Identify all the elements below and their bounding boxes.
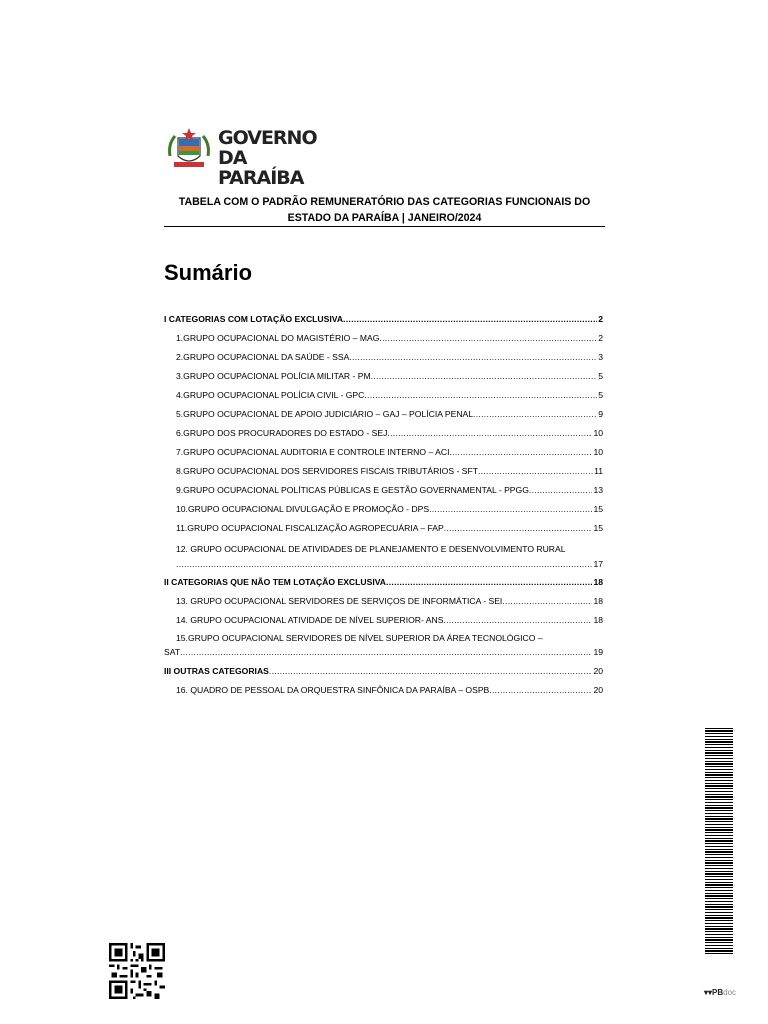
- toc-leader-dots: [371, 369, 598, 383]
- toc-entry-label: 1.GRUPO OCUPACIONAL DO MAGISTÉRIO – MAG: [176, 333, 380, 343]
- toc-leader-dots: [444, 521, 593, 535]
- toc-leader-dots: [473, 407, 597, 421]
- toc-leader-dots: [364, 388, 597, 402]
- toc-entry-label: 8.GRUPO OCUPACIONAL DOS SERVIDORES FISCAIS TRIBUTÁRIOS - SFT: [176, 466, 478, 476]
- logo-line-1: GOVERNO: [218, 127, 317, 149]
- toc-section[interactable]: [164, 312, 603, 326]
- toc-leader-dots: [386, 575, 592, 589]
- toc-entry-page: 3: [598, 352, 603, 362]
- toc-entry-page: 9: [598, 409, 603, 419]
- document-title: [164, 194, 605, 226]
- document-title-line-1: TABELA COM O PADRÃO REMUNERATÓRIO DAS CATEGORIAS FUNCIONAIS DO: [178, 196, 591, 208]
- toc-entry[interactable]: [176, 542, 603, 556]
- toc-entry-page: 10: [593, 428, 603, 438]
- toc-entry-label: 12. GRUPO OCUPACIONAL DE ATIVIDADES DE PLANEJAMENTO E DESENVOLVIMENTO RURAL: [176, 544, 566, 554]
- toc-entry[interactable]: [176, 445, 603, 459]
- toc-entry-label: 15.GRUPO OCUPACIONAL SERVIDORES DE NÍVEL SUPERIOR DA ÁREA TECNOLÓGICO –: [176, 633, 543, 643]
- toc-entry-label: 16. QUADRO DE PESSOAL DA ORQUESTRA SINFÔNICA DA PARAÍBA – OSPB: [176, 685, 490, 695]
- toc-entry-label: 14. GRUPO OCUPACIONAL ATIVIDADE DE NÍVEL SUPERIOR- ANS: [176, 615, 444, 625]
- qr-code-icon: [109, 943, 165, 999]
- toc-leader-dots: [443, 613, 592, 627]
- toc-leader-dots: [343, 312, 597, 326]
- toc-entry[interactable]: [176, 502, 603, 516]
- toc-leader-dots: [180, 645, 592, 659]
- toc-leader-dots: [349, 350, 597, 364]
- title-divider: [164, 226, 605, 227]
- toc-entry-page: 20: [593, 685, 603, 695]
- pbdoc-brand-suffix: doc: [723, 988, 737, 997]
- toc-section[interactable]: [164, 575, 603, 589]
- toc-entry-page: 2: [598, 333, 603, 343]
- toc-leader-dots: [387, 426, 592, 440]
- toc-entry-page: 18: [593, 615, 603, 625]
- toc-leader-dots: [502, 594, 592, 608]
- logo-line-2: DA PARAÍBA: [218, 147, 304, 189]
- toc-entry-page: 19: [593, 647, 603, 657]
- toc-leader-dots: [429, 502, 592, 516]
- document-title-line-2: ESTADO DA PARAÍBA | JANEIRO/2024: [287, 212, 482, 224]
- toc-entry-label: 3.GRUPO OCUPACIONAL POLÍCIA MILITAR - PM: [176, 371, 371, 381]
- state-coat-of-arms-icon: [166, 126, 212, 172]
- toc-entry[interactable]: [176, 350, 603, 364]
- toc-entry-label: 7.GRUPO OCUPACIONAL AUDITORIA E CONTROLE INTERNO – ACI: [176, 447, 450, 457]
- pbdoc-brand-name: PB: [712, 988, 724, 997]
- toc-leader-dots: [529, 483, 593, 497]
- toc-heading: Sumário: [164, 260, 253, 285]
- toc-entry-page: 13: [593, 485, 603, 495]
- toc-entry-page: 5: [598, 371, 603, 381]
- toc-entry-label: 13. GRUPO OCUPACIONAL SERVIDORES DE SERVIÇOS DE INFORMÁTICA - SEI: [176, 596, 503, 606]
- toc-entry-page: 11: [594, 466, 603, 476]
- document-barcode: [705, 728, 733, 954]
- toc-entry[interactable]: [176, 594, 603, 608]
- toc-entry-label: III OUTRAS CATEGORIAS: [164, 666, 269, 676]
- toc-entry[interactable]: [176, 407, 603, 421]
- toc-entry-page: 18: [593, 577, 603, 587]
- toc-entry[interactable]: [176, 483, 603, 497]
- toc-entry-label: 2.GRUPO OCUPACIONAL DA SAÚDE - SSA: [176, 352, 350, 362]
- toc-entry-page: 17: [593, 559, 603, 569]
- toc-entry-page: 15: [593, 523, 603, 533]
- toc-leader-dots: [379, 331, 597, 345]
- toc-entry-page: 2: [598, 314, 603, 324]
- toc-leader-dots: [449, 445, 592, 459]
- governo-paraiba-logo: [166, 126, 326, 189]
- toc-entry[interactable]: [176, 631, 603, 645]
- toc-entry-label: 5.GRUPO OCUPACIONAL DE APOIO JUDICIÁRIO – GAJ – POLÍCIA PENAL: [176, 409, 474, 419]
- logo-wordmark: [218, 128, 326, 188]
- toc-leader-dots: [176, 557, 592, 571]
- toc-entry[interactable]: [176, 613, 603, 627]
- toc-entry[interactable]: [176, 521, 603, 535]
- toc-entry-label: 10.GRUPO OCUPACIONAL DIVULGAÇÃO E PROMOÇÃO - DPS: [176, 504, 430, 514]
- toc-entry-label: 4.GRUPO OCUPACIONAL POLÍCIA CIVIL - GPC: [176, 390, 365, 400]
- toc-entry-page: 10: [593, 447, 603, 457]
- toc-entry-label: II CATEGORIAS QUE NÃO TEM LOTAÇÃO EXCLUSIVA: [164, 577, 387, 587]
- toc-entry-continuation-label: SAT: [164, 647, 181, 657]
- toc-entry-continuation[interactable]: [164, 645, 603, 659]
- toc-entry-page: 15: [593, 504, 603, 514]
- toc-entry-label: I CATEGORIAS COM LOTAÇÃO EXCLUSIVA: [164, 314, 344, 324]
- toc-leader-dots: [489, 683, 592, 697]
- toc-entry[interactable]: [176, 331, 603, 345]
- toc-leader-dots: [269, 664, 593, 678]
- toc-section[interactable]: [164, 664, 603, 678]
- pbdoc-brand: [704, 988, 736, 997]
- toc-entry[interactable]: [176, 388, 603, 402]
- pbdoc-logo-icon: ▾▾: [704, 988, 713, 997]
- toc-entry-continuation[interactable]: [176, 557, 603, 571]
- toc-entry[interactable]: [176, 683, 603, 697]
- toc-entry-page: 18: [593, 596, 603, 606]
- toc-entry-page: 5: [598, 390, 603, 400]
- toc-leader-dots: [478, 464, 593, 478]
- toc-entry[interactable]: [176, 464, 603, 478]
- toc-entry-label: 6.GRUPO DOS PROCURADORES DO ESTADO - SEJ: [176, 428, 388, 438]
- toc-entry[interactable]: [176, 369, 603, 383]
- toc-entry[interactable]: [176, 426, 603, 440]
- toc-entry-label: 9.GRUPO OCUPACIONAL POLÍTICAS PÚBLICAS E GESTÃO GOVERNAMENTAL - PPGG: [176, 485, 529, 495]
- toc-entry-label: 11.GRUPO OCUPACIONAL FISCALIZAÇÃO AGROPECUÁRIA – FAP: [176, 523, 444, 533]
- toc-entry-page: 20: [593, 666, 603, 676]
